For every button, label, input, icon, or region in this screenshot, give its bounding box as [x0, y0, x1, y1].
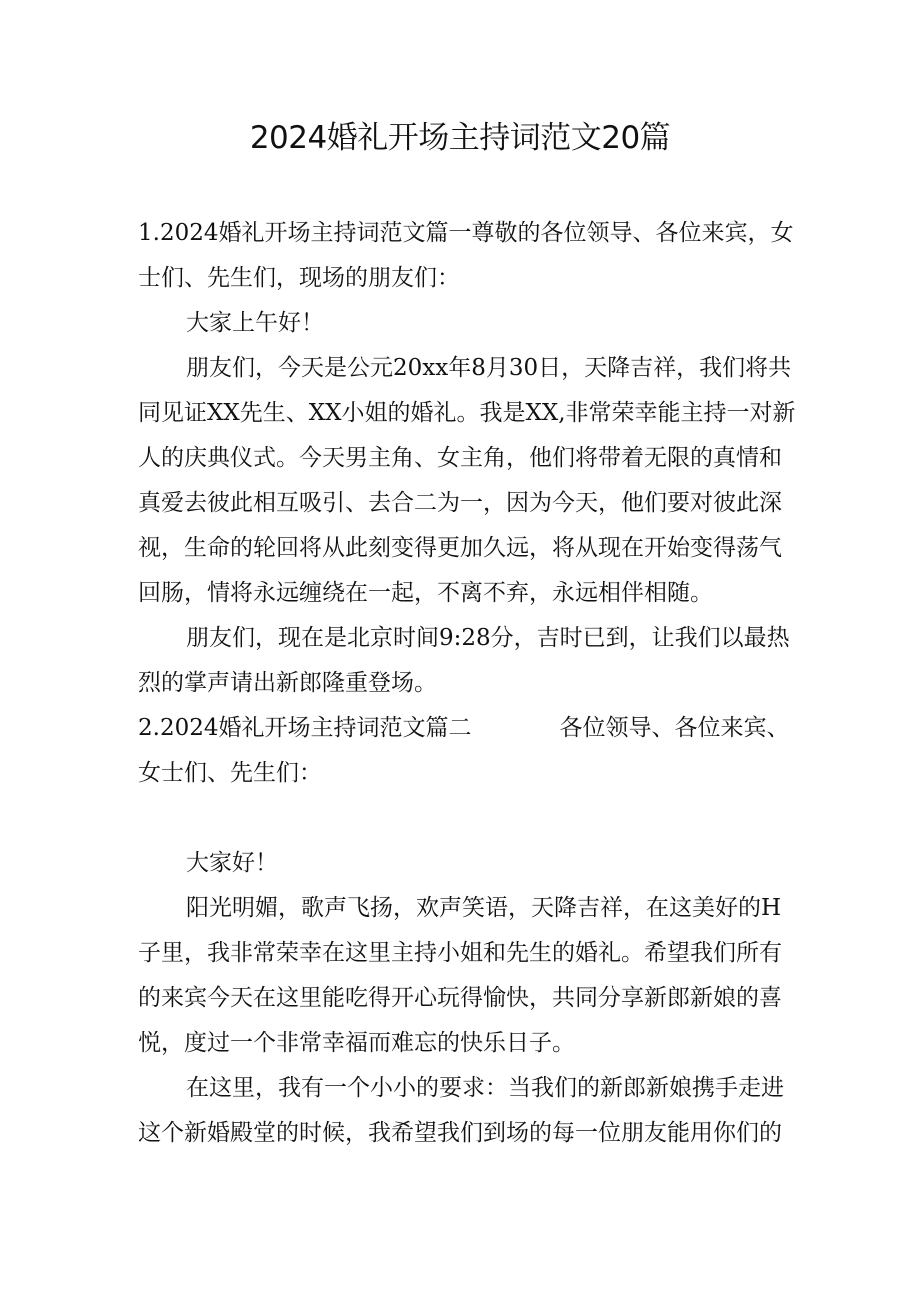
text-line: 女士们、先生们： [138, 760, 322, 786]
text-line: 1.2024婚礼开场主持词范文篇一尊敬的各位领导、各位来宾，女 [138, 220, 794, 246]
section-heading-line [138, 706, 790, 751]
section-heading: 2.2024婚礼开场主持词范文篇二 [138, 715, 472, 741]
text-line: 朋友们，现在是北京时间9:28分，吉时已到，让我们以最热 [186, 625, 790, 651]
text-line: 同见证XX先生、XX小姐的婚礼。我是XX,非常荣幸能主持一对新 [138, 400, 796, 426]
text-line: 大家好！ [186, 850, 278, 876]
text-line: 视，生命的轮回将从此刻变得更加久远，将从现在开始变得荡气 [138, 535, 782, 561]
text-line: 大家上午好！ [186, 310, 324, 336]
document-body [138, 211, 796, 1156]
text-segment: 各位领导、各位来宾、 [559, 715, 790, 741]
blank-line [138, 796, 786, 841]
text-line: 阳光明媚，歌声飞扬，欢声笑语，天降吉祥，在这美好的H [186, 895, 782, 921]
text-line: 人的庆典仪式。今天男主角、女主角，他们将带着无限的真情和 [138, 445, 782, 471]
text-line: 这个新婚殿堂的时候，我希望我们到场的每一位朋友能用你们的 [138, 1120, 782, 1146]
text-line: 子里，我非常荣幸在这里主持小姐和先生的婚礼。希望我们所有 [138, 940, 782, 966]
text-line: 士们、先生们，现场的朋友们： [138, 265, 460, 291]
text-line: 回肠，情将永远缠绕在一起，不离不弃，永远相伴相随。 [138, 580, 713, 606]
text-line: 的来宾今天在这里能吃得开心玩得愉快，共同分享新郎新娘的喜 [138, 985, 782, 1011]
document-title: 2024婚礼开场主持词范文20篇 [249, 120, 671, 156]
text-line: 真爱去彼此相互吸引、去合二为一，因为今天，他们要对彼此深 [138, 490, 782, 516]
text-line: 朋友们，今天是公元20xx年8月30日，天降吉祥，我们将共 [186, 355, 792, 381]
text-line: 悦，度过一个非常幸福而难忘的快乐日子。 [138, 1030, 575, 1056]
text-line: 在这里，我有一个小小的要求：当我们的新郎新娘携手走进 [186, 1075, 784, 1101]
text-line: 烈的掌声请出新郎隆重登场。 [138, 670, 437, 696]
